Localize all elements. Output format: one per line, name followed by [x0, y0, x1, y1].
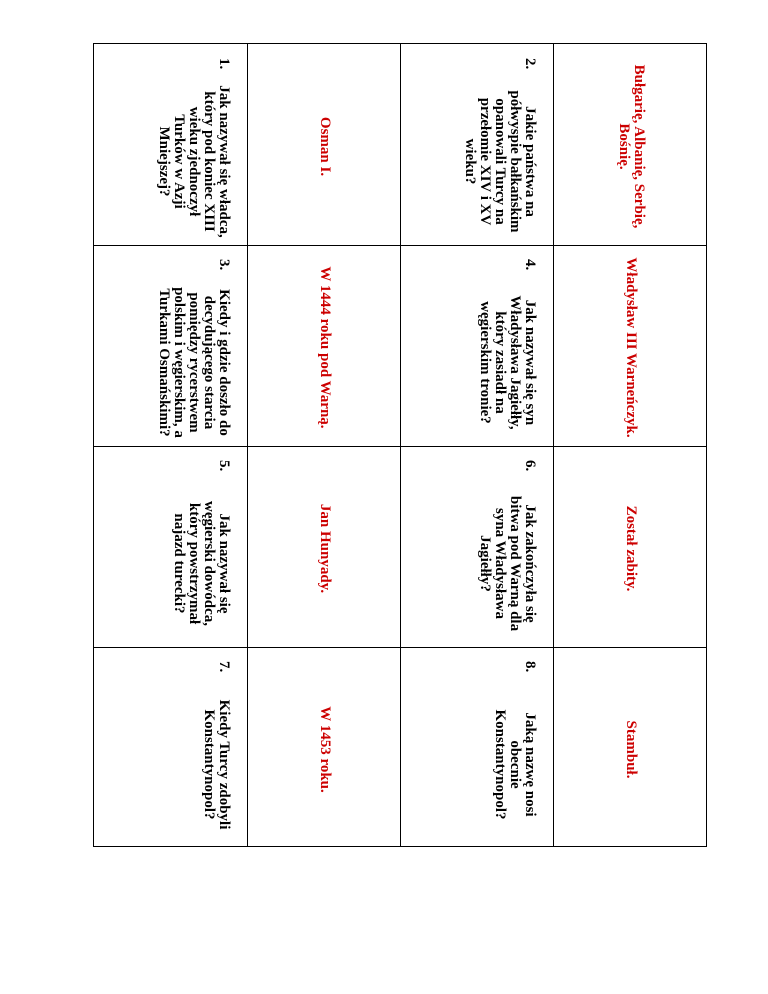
answer-text: Został zabity.	[622, 505, 639, 592]
question-number: 6.	[521, 460, 538, 472]
question-card-4	[400, 245, 553, 446]
answer-card-4	[553, 245, 706, 446]
answer-card-8	[553, 647, 706, 847]
answer-card-2	[553, 44, 706, 245]
flashcard-table	[93, 43, 707, 847]
answer-card-5	[247, 446, 400, 647]
question-number: 3.	[215, 259, 232, 271]
answer-text: W 1453 roku.	[316, 706, 333, 793]
question-number: 1.	[215, 58, 232, 70]
question-text: Jak zakończyła się bitwa pod Warną dla syna Władysława Jagiełły?	[476, 495, 538, 632]
question-card-6	[400, 446, 553, 647]
answer-text: Władysław III Warneńczyk.	[622, 257, 639, 438]
question-text: Jaką nazwę nosi obecnie Konstantynopol?	[491, 709, 538, 820]
question-card-1	[94, 44, 247, 245]
question-card-2	[400, 44, 553, 245]
question-number: 4.	[521, 259, 538, 271]
question-card-7	[94, 647, 247, 847]
question-text: Kiedy i gdzie doszło do decydującego starcia pomiędzy rycerstwem polskim i węgierskim, a Turkami Osmańskimi?	[155, 287, 232, 438]
question-card-3	[94, 245, 247, 446]
question-card-8	[400, 647, 553, 847]
question-number: 2.	[521, 58, 538, 70]
answer-text: Jan Hunyady.	[316, 503, 333, 594]
answer-card-1	[247, 44, 400, 245]
answer-text: Bułgarię, Albanię, Serbię, Bośnię.	[615, 64, 647, 229]
question-text: Kiedy Turcy zdobyli Konstantynopol?	[200, 699, 232, 830]
question-number: 8.	[521, 661, 538, 673]
question-text: Jak nazywał się syn Władysława Jagiełły, który zasiadł na węgierskim tronie?	[476, 295, 538, 430]
answer-card-6	[553, 446, 706, 647]
question-number: 5.	[215, 460, 232, 472]
question-card-5	[94, 446, 247, 647]
answer-text: W 1444 roku pod Warną.	[316, 266, 333, 429]
question-text: Jak nazywał się władca, który pod koniec XIII wieku zjednoczył Turków w Azji Mniejszej?	[155, 85, 232, 238]
question-text: Jakie państwa na półwyspie bałkańskim opanowali Turcy na przełomie XIV i XV wieku?	[461, 90, 538, 233]
answer-card-7	[247, 647, 400, 847]
question-number: 7.	[215, 661, 232, 673]
answer-text: Stambuł.	[622, 720, 639, 779]
question-text: Jak nazywał się węgierski dowódca, który powstrzymał najazd turecki?	[170, 501, 232, 626]
answer-text: Osman I.	[316, 116, 333, 177]
answer-card-3	[247, 245, 400, 446]
